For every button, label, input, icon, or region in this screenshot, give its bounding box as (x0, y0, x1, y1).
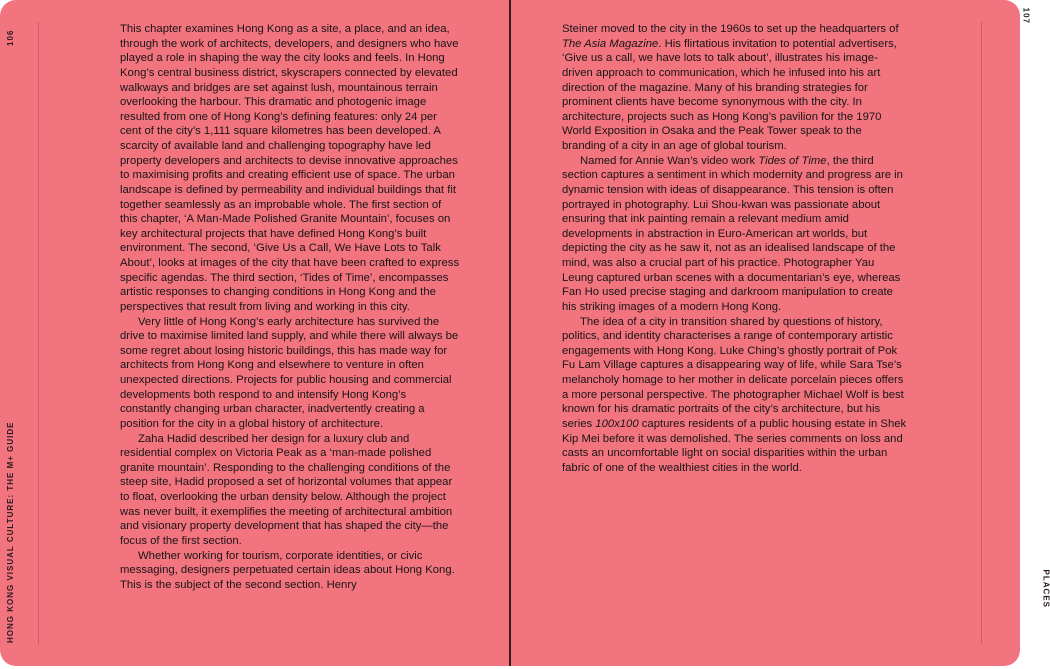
page-number: 107 (1021, 7, 1030, 24)
paragraph (562, 315, 908, 476)
margin-rule (38, 22, 39, 644)
text-run: . His flirtatious invitation to potential advertisers, ‘Give us a call, we have lots to talk about’, illustrates his image-driven approach to communication, which he infused into his art direction of the magazine. Many of his branding strategies for prominent clients have become synonymous with the city. In architecture, projects such as Hong Kong’s pavilion for the 1970 World Exposition in Osaka and the Peak Tower speak to the branding of a city in an age of global tourism. (562, 37, 897, 152)
paragraph: This chapter examines Hong Kong as a site, a place, and an idea, through the work of architects, developers, and designers who have played a role in shaping the way the city looks and feels. In Hong Kong’s central business district, skyscrapers connected by elevated walkways and bridges are set against lush, mountainous terrain overlooking the harbour. This dramatic and photogenic image resulted from one of Hong Kong’s defining features: only 24 per cent of the city’s 1,111 square kilometres has been developed. A scarcity of available land and challenging topography have led property developers and architects to devise innovative approaches to maximising profits and creating efficient use of space. The urban landscape is defined by permeability and individual buildings that fit together seamlessly as an improbable whole. The first section of this chapter, ‘A Man-Made Polished Granite Mountain’, focuses on key architectural projects that have defined Hong Kong’s built environment. The second, ‘Give Us a Call, We Have Lots to Talk About’, looks at images of the city that have been crafted to express specific agendas. The third section, ‘Tides of Time’, encompasses artistic responses to changing conditions in Hong Kong and the perspectives that result from living and working in this city. (120, 23, 460, 313)
paragraph (562, 22, 908, 154)
italic-title: Tides of Time (758, 154, 827, 167)
paragraph: Very little of Hong Kong’s early architecture has survived the drive to maximise limited land supply, and while there will always be some regret about losing historic buildings, this has made way for architects from Hong Kong and elsewhere to venture in often unexpected directions. Projects for public housing and commercial developments both respond to and intensify Hong Kong’s constantly changing urban character, inadvertently creating a position for the city in a global history of architecture. (120, 315, 459, 430)
paragraph: Zaha Hadid described her design for a luxury club and residential complex on Victoria Peak as a ‘man-made polished granite mountain’. Responding to the challenging conditions of the steep site, Hadid proposed a set of horizontal volumes that appear to float, overlooking the urban density below. Although the project was never built, it exemplifies the meeting of architectural ambition and visionary property development that has shaped the city—the focus of the first section. (120, 432, 453, 547)
body-text (120, 22, 460, 592)
text-run: , the third section captures a sentiment in which modernity and progress are in dynamic tension with ideas of disappearance. This tension is often portrayed in photography. Lui Shou-kwan was passionate about ensuring that ink painting remain a relevant medium amid developments in abstraction in Euro-American art worlds, but depicting the city as he saw it, not as an idealised landscape of the mind, was also a crucial part of his practice. Photographer Yau Leung captured urban scenes with a documentarian’s eye, whereas Fan Ho used precise staging and darkroom manipulation to create his striking images of a modern Hong Kong. (562, 154, 903, 313)
left-page (0, 0, 510, 666)
text-run: Steiner moved to the city in the 1960s to set up the headquarters of (562, 23, 899, 35)
page-number: 106 (6, 29, 15, 46)
body-text (562, 22, 908, 475)
paragraph: Whether working for tourism, corporate identities, or civic messaging, designers perpetuated certain ideas about Hong Kong. This is the subject of the second section. Henry (120, 549, 455, 591)
running-head: PLACES (1041, 569, 1050, 608)
running-head: HONG KONG VISUAL CULTURE: THE M+ GUIDE (6, 421, 15, 643)
margin-rule (981, 22, 982, 644)
text-run: The idea of a city in transition shared by questions of history, politics, and identity characterises a range of contemporary artistic engagements with Hong Kong. Luke Ching’s ghostly portrait of Pok Fu Lam Village captures a disappearing way of life, while Sara Tse’s melancholy homage to her mother in delicate porcelain pieces offers a more personal perspective. The photographer Michael Wolf is best known for his dramatic portraits of the city’s architecture, but his series (562, 315, 904, 430)
right-page (511, 0, 1050, 666)
text-run: captures residents of a public housing estate in Shek Kip Mei before it was demolished. The series comments on loss and casts an uncomfortable light on social disparities within the urban fabric of one of the wealthiest cities in the world. (562, 417, 907, 474)
text-run: Named for Annie Wan’s video work (580, 154, 759, 167)
italic-title: The Asia Magazine (562, 37, 659, 50)
paragraph (562, 154, 908, 315)
italic-title: 100x100 (595, 417, 639, 430)
